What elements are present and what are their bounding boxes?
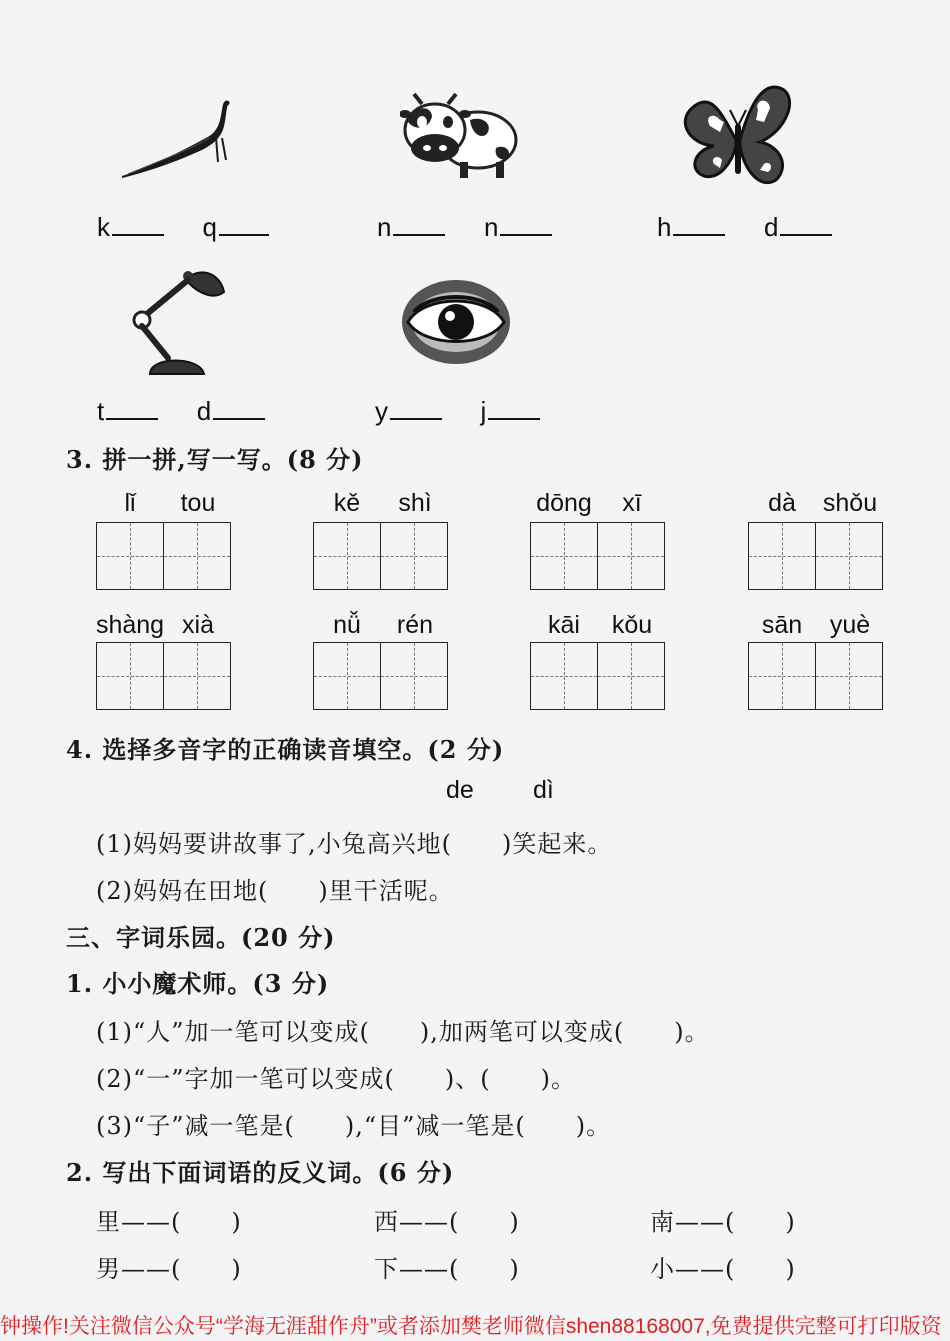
part-3-heading: 三、字词乐园。(20 分) xyxy=(66,923,336,952)
eye-icon xyxy=(400,278,512,366)
pinyin-label: nǚ xyxy=(333,611,361,639)
answer-blank[interactable] xyxy=(213,417,265,420)
pinyin-label: tou xyxy=(180,489,216,517)
antonym-item[interactable]: 南——( ) xyxy=(650,1208,796,1236)
lamp-pinyin-prompt: t d xyxy=(97,396,265,427)
butterfly-pinyin-prompt: h d xyxy=(657,212,832,243)
antonym-item[interactable]: 男——( ) xyxy=(96,1255,242,1283)
writing-grid[interactable] xyxy=(313,522,449,590)
writing-grid[interactable] xyxy=(96,522,232,590)
pinyin-label: shì xyxy=(398,489,432,517)
magician-question-2: (2)“一”字加一笔可以变成( )、( )。 xyxy=(96,1065,576,1093)
antonym-heading: 2. 写出下面词语的反义词。(6 分) xyxy=(66,1158,455,1187)
pinyin-label: lǐ xyxy=(124,489,136,517)
answer-blank[interactable] xyxy=(112,233,164,236)
antonym-item[interactable]: 下——( ) xyxy=(374,1255,520,1283)
pinyin-label: shǒu xyxy=(822,489,878,517)
magician-question-3: (3)“子”减一笔是( ),“目”减一笔是( )。 xyxy=(96,1112,612,1140)
pinyin-label: xià xyxy=(182,611,214,639)
section-4-question-1: (1)妈妈要讲故事了,小兔高兴地( )笑起来。 xyxy=(96,830,613,858)
writing-grid[interactable] xyxy=(530,522,666,590)
section-4-question-2: (2)妈妈在田地( )里干活呢。 xyxy=(96,877,454,905)
answer-blank[interactable] xyxy=(673,233,725,236)
writing-grid[interactable] xyxy=(748,642,884,710)
antonym-item[interactable]: 小——( ) xyxy=(650,1255,796,1283)
eye-pinyin-prompt: y j xyxy=(375,396,540,427)
section-4-heading: 4. 选择多音字的正确读音填空。(2 分) xyxy=(66,735,505,764)
pinyin-label: kě xyxy=(333,489,361,517)
option-de: de xyxy=(446,776,474,804)
pinyin-label: dōng xyxy=(536,489,592,517)
peacock-icon xyxy=(118,98,233,180)
answer-blank[interactable] xyxy=(390,417,442,420)
pinyin-label: shàng xyxy=(95,611,165,639)
promo-watermark: 钟操作!关注微信公众号“学海无涯甜作舟”或者添加樊老师微信shen88168007,免费提供完整可打印版资 xyxy=(0,1315,942,1338)
pinyin-label: rén xyxy=(396,611,434,639)
antonym-item[interactable]: 里——( ) xyxy=(96,1208,242,1236)
pinyin-label: kǒu xyxy=(611,611,653,639)
pinyin-label: dà xyxy=(768,489,796,517)
answer-blank[interactable] xyxy=(780,233,832,236)
cow-icon xyxy=(400,92,518,182)
writing-grid[interactable] xyxy=(313,642,449,710)
answer-blank[interactable] xyxy=(500,233,552,236)
answer-blank[interactable] xyxy=(106,417,158,420)
peacock-pinyin-prompt: k q xyxy=(97,212,269,243)
writing-grid[interactable] xyxy=(96,642,232,710)
magician-question-1: (1)“人”加一笔可以变成( ),加两笔可以变成( )。 xyxy=(96,1018,710,1046)
butterfly-icon xyxy=(680,80,795,195)
pinyin-label: sān xyxy=(761,611,803,639)
writing-grid[interactable] xyxy=(530,642,666,710)
answer-blank[interactable] xyxy=(393,233,445,236)
pinyin-label: yuè xyxy=(829,611,871,639)
antonym-item[interactable]: 西——( ) xyxy=(374,1208,520,1236)
option-di: dì xyxy=(533,776,554,804)
desk-lamp-icon xyxy=(128,262,228,382)
pinyin-label: xī xyxy=(622,489,642,517)
section-3-heading: 3. 拼一拼,写一写。(8 分) xyxy=(66,445,364,474)
writing-grid[interactable] xyxy=(748,522,884,590)
answer-blank[interactable] xyxy=(219,233,269,236)
answer-blank[interactable] xyxy=(488,417,540,420)
magician-heading: 1. 小小魔术师。(3 分) xyxy=(66,969,330,998)
pinyin-label: kāi xyxy=(548,611,580,639)
cow-pinyin-prompt: n n xyxy=(377,212,552,243)
